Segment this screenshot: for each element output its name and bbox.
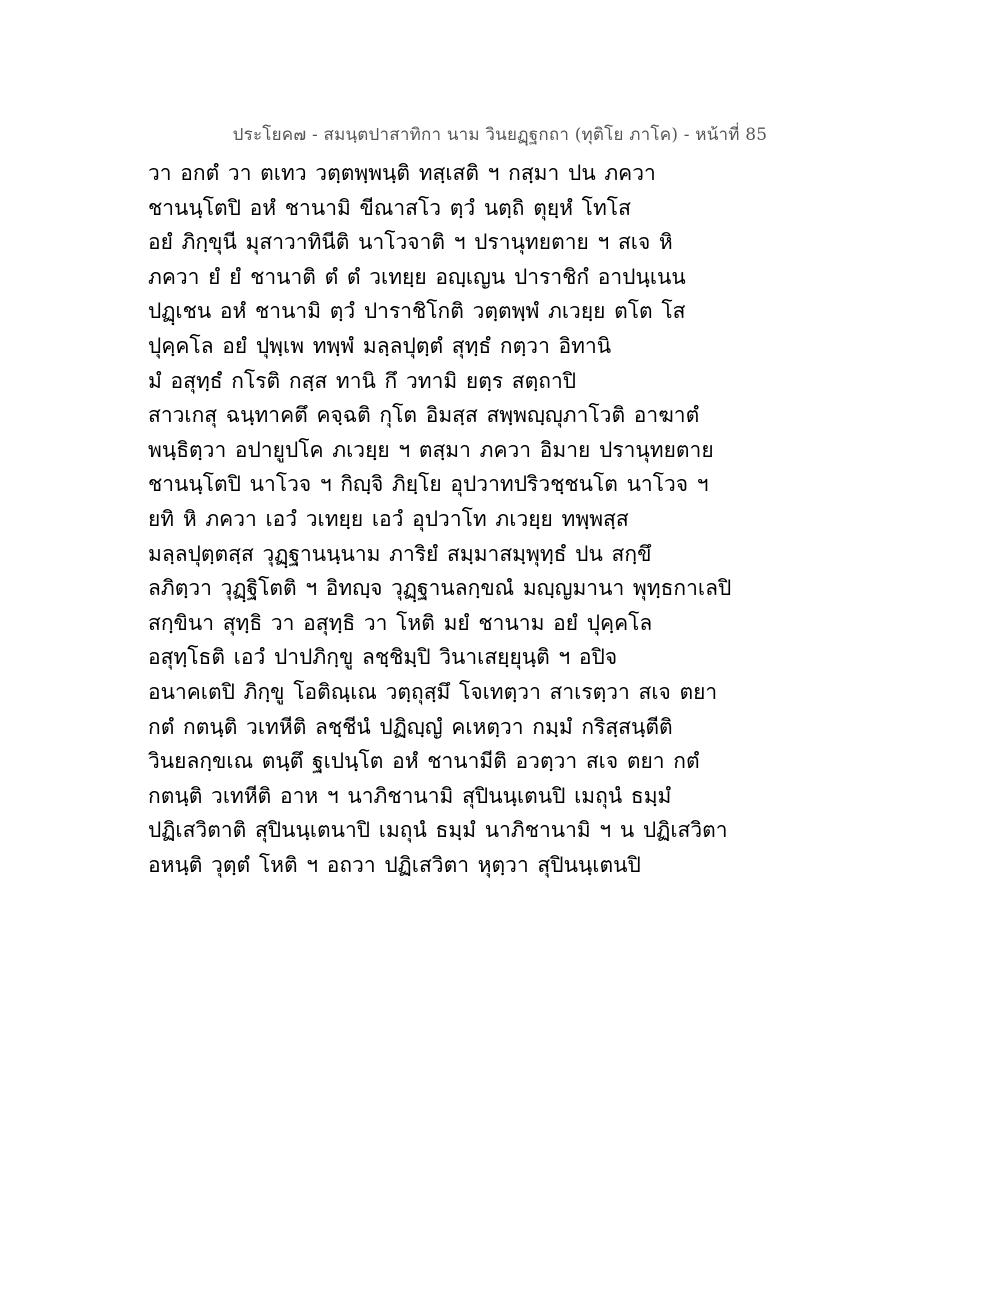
- body-text: [148, 156, 732, 882]
- text-line: กตนฺติ วเทหีติ อาห ฯ นาภิชานามิ สุปินนฺเตนปิ เมถุนํ ธมฺมํ: [148, 783, 672, 808]
- text-line: ปฏิเสวิตาติ สุปินนฺเตนาปิ เมถุนํ ธมฺมํ นาภิชานามิ ฯ น ปฏิเสวิตา: [148, 818, 728, 843]
- text-line: ยทิ หิ ภควา เอวํ วเทยฺย เอวํ อุปวาโท ภเวยฺย ทพฺพสฺส: [148, 506, 629, 531]
- text-line: กตํ กตนฺติ วเทหีติ ลชฺชีนํ ปฏิญฺญํ คเหตฺวา กมฺมํ กริสฺสนฺตีติ: [148, 714, 673, 739]
- running-header-text: ประโยค๗ - สมนฺตปาสาทิกา นาม วินยฏฺฐกถา (ทุติโย ภาโค) - หน้าที่ 85: [232, 125, 768, 145]
- text-line: สาวเกสุ ฉนฺทาคตึ คจฺฉติ กุโต อิมสฺส สพฺพญฺญุภาโวติ อาฆาตํ: [148, 403, 700, 428]
- text-line: ชานนฺโตปิ นาโวจ ฯ กิญฺจิ ภิยฺโย อุปวาทปริวชฺชนโต นาโวจ ฯ: [148, 472, 709, 497]
- text-line: พนฺธิตฺวา อปายูปโค ภเวยฺย ฯ ตสฺมา ภควา อิมาย ปรานุทยตาย: [148, 437, 714, 462]
- text-line: มํ อสุทฺธํ กโรติ กสฺส ทานิ กึ วทามิ ยตฺร สตฺถาปิ: [148, 368, 577, 393]
- text-line: อนาคเตปิ ภิกฺขู โอติณฺเณ วตฺถุสฺมึ โจเทตฺวา สาเรตฺวา สเจ ตยา: [148, 679, 718, 704]
- text-line: ชานนฺโตปิ อหํ ชานามิ ขีณาสโว ตฺวํ นตฺถิ ตุยฺหํ โทโส: [148, 195, 631, 220]
- text-line: วินยลกฺขเณ ตนฺตึ ฐเปนฺโต อหํ ชานามีติ อวตฺวา สเจ ตยา กตํ: [148, 749, 700, 774]
- text-line: สกฺขินา สุทฺธิ วา อสุทฺธิ วา โหติ มยํ ชานาม อยํ ปุคฺคโล: [148, 610, 653, 635]
- text-line: อสุทฺโธติ เอวํ ปาปภิกฺขู ลชฺชิมฺปิ วินาเสยฺยุนฺติ ฯ อปิจ: [148, 645, 618, 670]
- text-line: ลภิตฺวา วุฏฺฐิโตติ ฯ อิทญฺจ วุฏฺฐานลกฺขณํ มญฺญมานา พุทฺธกาเลปิ: [148, 576, 732, 601]
- running-header: [0, 122, 1000, 148]
- text-line: อยํ ภิกฺขุนี มุสาวาทินีติ นาโวจาติ ฯ ปรานุทยตาย ฯ สเจ หิ: [148, 230, 673, 255]
- text-line: อหนฺติ วุตฺตํ โหติ ฯ อถวา ปฏิเสวิตา หุตฺวา สุปินนฺเตนปิ: [148, 852, 641, 877]
- text-line: ภควา ยํ ยํ ชานาติ ตํ ตํ วเทยฺย อญฺเญน ปาราชิกํ อาปนฺเนน: [148, 264, 686, 289]
- text-line: ปุคฺคโล อยํ ปุพฺเพ ทพฺพํ มลฺลปุตฺตํ สุทฺธํ กตฺวา อิทานิ: [148, 333, 612, 358]
- text-line: ปฏฺเชน อหํ ชานามิ ตฺวํ ปาราชิโกติ วตฺตพฺพํ ภเวยฺย ตโต โส: [148, 299, 686, 324]
- text-line: วา อกตํ วา ตเทว วตฺตพฺพนฺติ ทสฺเสติ ฯ กสฺมา ปน ภควา: [148, 161, 656, 185]
- text-line: มลฺลปุตฺตสฺส วุฏฺฐานนฺนาม ภาริยํ สมฺมาสมฺพุทฺธํ ปน สกฺขึ: [148, 541, 652, 566]
